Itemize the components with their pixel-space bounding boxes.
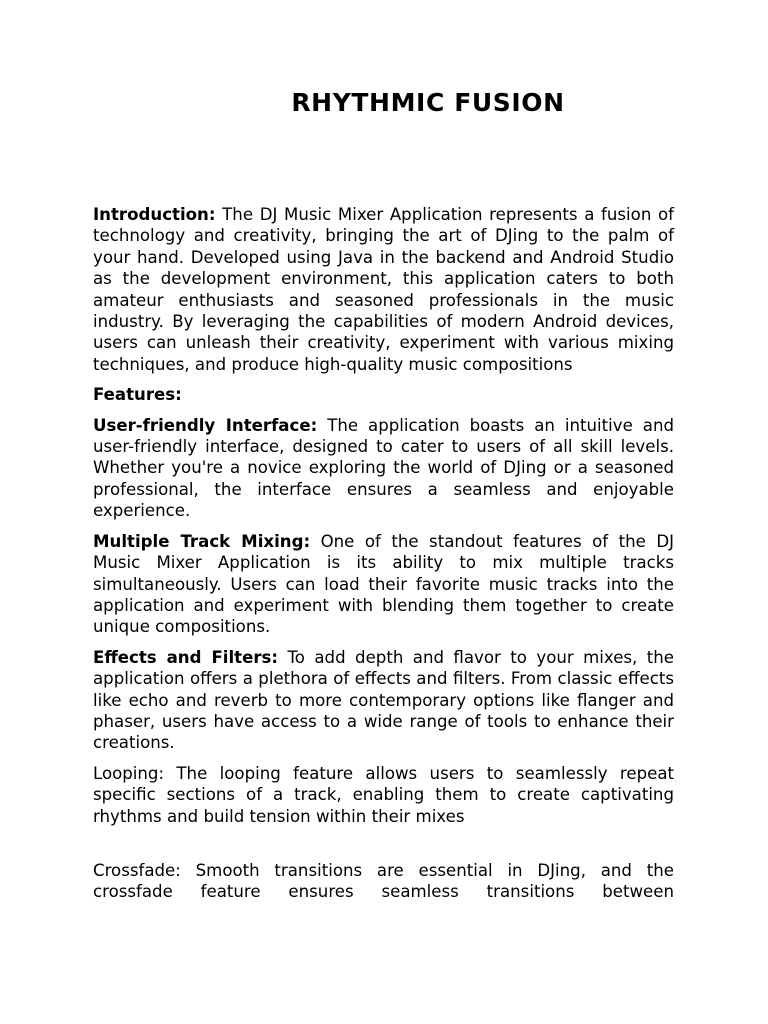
document-body xyxy=(93,204,674,912)
introduction-text: The DJ Music Mixer Application represents a fusion of technology and creativity, bringing the art of DJing to the palm of your hand. Developed using Java in the backend and Android Studio as the development environment, this application caters to both amateur enthusiasts and seasoned professionals in the music industry. By leveraging the capabilities of modern Android devices, users can unleash their creativity, experiment with various mixing techniques, and produce high-quality music compositions xyxy=(93,205,674,374)
crossfade-text: Crossfade: Smooth transitions are essential in DJing, and the crossfade feature ensures seamless transitions between xyxy=(93,860,674,902)
multiple-track-text: One of the standout features of the DJ Music Mixer Application is its ability to mix multiple tracks simultaneously. Users can load their favorite music tracks into the application and experiment with blending them together to create unique compositions. xyxy=(93,531,674,637)
crossfade-paragraph xyxy=(93,860,674,903)
effects-filters-label: Effects and Filters: xyxy=(93,647,279,667)
user-friendly-paragraph xyxy=(93,415,674,522)
user-friendly-text: The application boasts an intuitive and user-friendly interface, designed to cater to users of all skill levels. Whether you're a novice exploring the world of DJing or a seasoned professional, the interface ensures a seamless and enjoyable experience. xyxy=(93,415,674,521)
document-title: RHYTHMIC FUSION xyxy=(291,88,565,117)
introduction-paragraph xyxy=(93,204,674,375)
features-heading-text: Features: xyxy=(93,385,182,405)
multiple-track-paragraph xyxy=(93,531,674,638)
user-friendly-label: User-friendly Interface: xyxy=(93,415,318,435)
effects-filters-paragraph xyxy=(93,647,674,754)
looping-text: Looping: The looping feature allows users to seamlessly repeat specific sections of a track, enabling them to create captivating rhythms and build tension within their mixes xyxy=(93,763,674,826)
effects-filters-text: To add depth and flavor to your mixes, the application offers a plethora of effects and filters. From classic effects like echo and reverb to more contemporary options like flanger and phaser, users have access to a wide range of tools to enhance their creations. xyxy=(93,647,675,753)
introduction-label: Introduction: xyxy=(93,205,216,224)
multiple-track-label: Multiple Track Mixing: xyxy=(93,531,311,551)
looping-paragraph xyxy=(93,763,674,827)
features-heading xyxy=(93,384,674,405)
